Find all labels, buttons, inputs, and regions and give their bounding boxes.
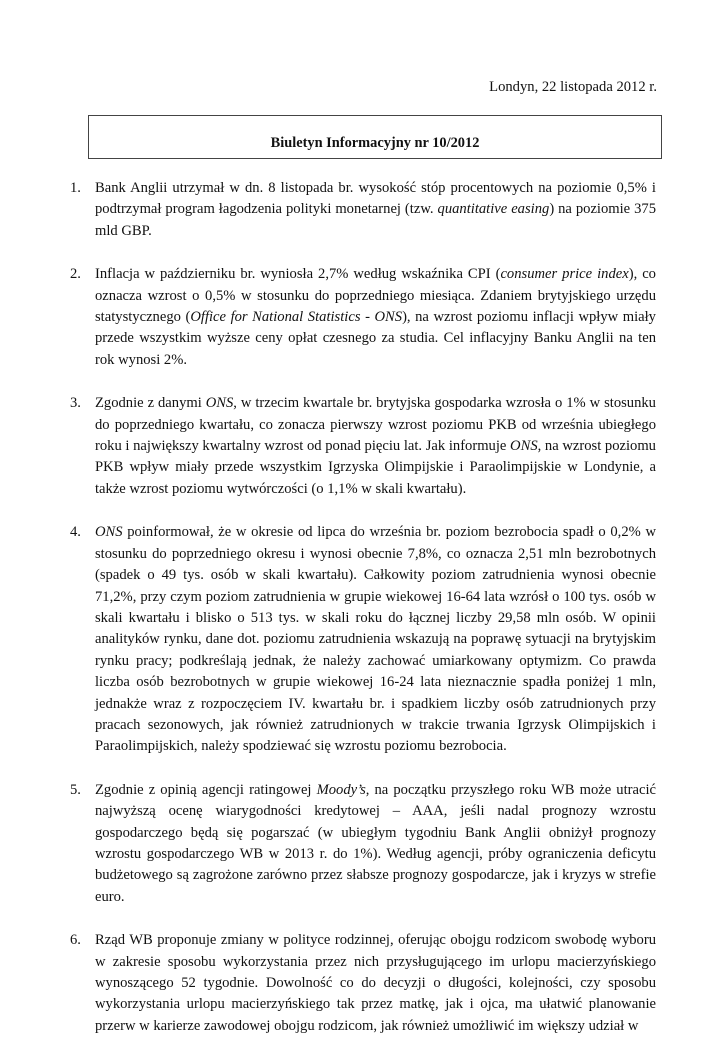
text-segment: poinformował, że w okresie od lipca do września br. poziom bezrobocia spadł o 0,2% w stosunku do poprzedniego okresu i wynosi obecnie 7,8%, co oznacza 2,51 mln bezrobotnych (spadek o 49 tys. osób w skali kwartału). Całkowity poziom zatrudnienia wynosi obecnie 71,2%, przy czym poziom zatrudnienia w grupie wiekowej 16-64 lata wzrósł o 100 tys. osób w skali kwartału i blisko o 513 tys. w skali roku do łącznej liczby 29,58 mln osób. W opinii analityków rynku, dane dot. poziomu zatrudnienia wskazują na poprawę sytuacji na brytyjskim rynku pracy; podkreślają jednak, że należy zachować umiarkowany optymizm. Co prawda liczba osób bezrobotnych w grupie wiekowej 16-24 lata nieznacznie spadła poniżej 1 mln, jednakże wraz z rozpoczęciem IV. kwartału br. i spadkiem liczby osób zatrudnionych przy pracach sezonowych, jak również zatrudnionych w trakcie trwania Igrzysk Olimpijskich i Paraolimpijskich, należy spodziewać się wzrostu poziomu bezrobocia. bbox=[95, 524, 656, 755]
list-item bbox=[0, 930, 725, 1037]
list-item bbox=[0, 264, 725, 371]
text-segment: ), co oznacza wzrost o 0,5% w stosunku do poprzedniego miesiąca. Zdaniem brytyjskiego urzędu statystycznego ( bbox=[95, 266, 656, 326]
italic-term: Moody’s bbox=[316, 781, 366, 798]
text-segment: , na wzrost poziomu PKB wpływ miały przede wszystkim Igrzyska Olimpijskie i Paraolimpijskie w Londynie, a także wzrost poziomu wytwórczości (o 1,1% w skali kwartału). bbox=[95, 438, 656, 497]
list-item-number: 3. bbox=[70, 395, 81, 412]
text-segment: Zgodnie z opinią agencji ratingowej bbox=[95, 781, 317, 798]
list-item bbox=[0, 780, 725, 908]
italic-term: ONS bbox=[95, 524, 123, 541]
list-item bbox=[0, 393, 725, 500]
list-item-text bbox=[95, 393, 656, 500]
list-item-number: 1. bbox=[70, 180, 81, 196]
list-item-number: 6. bbox=[70, 932, 81, 949]
text-segment: Bank Anglii utrzymał w dn. 8 listopada br. wysokość stóp procentowych na poziomie 0,5% i podtrzymał program łagodzenia polityki monetarnej (tzw. bbox=[95, 180, 656, 218]
title-box bbox=[88, 115, 662, 159]
text-segment: , w trzecim kwartale br. brytyjska gospodarka wzrosła o 1% w stosunku do poprzedniego kwartału, co zonacza pierwszy wzrost poziomu PKB od września ubiegłego roku i największy kwartalny wzrost od ponad pięciu lat. Jak informuje bbox=[95, 395, 656, 455]
list-item bbox=[0, 522, 725, 757]
italic-term: ONS bbox=[510, 438, 538, 455]
list-item-number: 2. bbox=[70, 266, 81, 283]
italic-term: Office for National Statistics - ONS bbox=[190, 309, 403, 326]
list-item-text bbox=[95, 178, 656, 242]
text-segment: ) na poziomie 375 mld GBP. bbox=[95, 201, 657, 239]
list-item-text bbox=[95, 264, 656, 371]
list-item bbox=[0, 178, 725, 242]
italic-term: consumer price index bbox=[500, 266, 629, 283]
text-segment: Rząd WB proponuje zmiany w polityce rodzinnej, oferując obojgu rodzicom swobodę wyboru w zakresie sposobu wykorzystania przez nich przysługującego im urlopu macierzyńskiego wynoszącego 52 tygodnie. Dowolność co do decyzji o długości, kolejności, czy sposobu wykorzystania urlopu macierzyńskiego tak przez matkę, jak i ojca, ma ułatwić planowanie przerw w karierze zawodowej obojgu rodzicom, jak również umożliwić im większy udział w bbox=[95, 932, 656, 1034]
text-segment: Zgodnie z danymi bbox=[95, 395, 206, 412]
document-date: Londyn, 22 listopada 2012 r. bbox=[489, 79, 657, 95]
bulletin-list bbox=[0, 178, 725, 1059]
list-item-text bbox=[95, 522, 656, 757]
italic-term: quantitative easing bbox=[437, 201, 550, 218]
list-item-text bbox=[95, 930, 656, 1037]
italic-term: ONS bbox=[205, 395, 234, 412]
text-segment: Inflacja w październiku br. wyniosła 2,7% według wskaźnika CPI ( bbox=[95, 266, 501, 283]
text-segment: , na początku przyszłego roku WB może utracić najwyższą ocenę wiarygodności kredytowej – AAA, jeśli nadal prognozy wzrostu gospodarczego będą się pogarszać (w ubiegłym tygodniu Bank Anglii obniżył prognozy wzrostu gospodarczego WB w 2013 r. do 1%). Według agencji, próby ograniczenia deficytu budżetowego są zagrożone zarówno przez słabsze prognozy gospodarcze, jak i kryzys w strefie euro. bbox=[95, 781, 656, 905]
list-item-text bbox=[95, 780, 656, 908]
list-item-number: 5. bbox=[70, 781, 81, 798]
document-title: Biuletyn Informacyjny nr 10/2012 bbox=[270, 135, 480, 151]
text-segment: ), na wzrost poziomu inflacji wpływ miały przede wszystkim wyższe ceny opłat czesnego za studia. Cel inflacyjny Banku Anglii na ten rok wynosi 2%. bbox=[95, 309, 656, 368]
list-item-number: 4. bbox=[70, 524, 81, 541]
